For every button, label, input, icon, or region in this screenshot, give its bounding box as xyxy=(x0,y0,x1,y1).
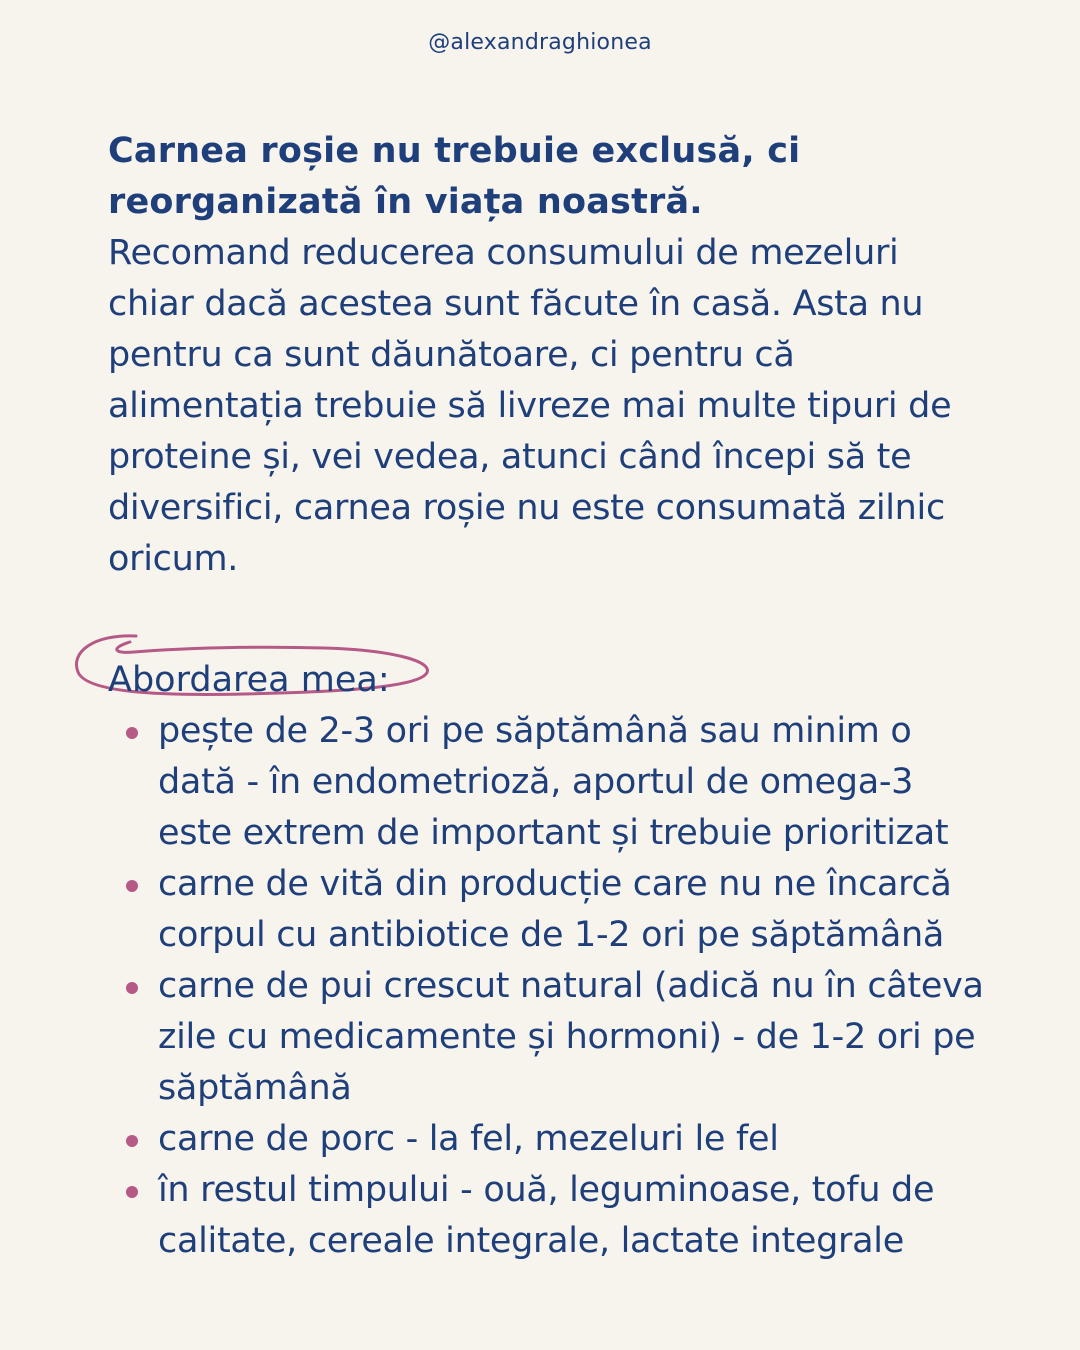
headline: Carnea roșie nu trebuie exclusă, ci reorganizată în viața noastră. xyxy=(108,131,801,222)
list-item-text: carne de vită din producție care nu ne încarcă corpul cu antibiotice de 1-2 ori pe săptămână xyxy=(158,864,952,955)
list-item xyxy=(108,859,988,961)
list-item-text: carne de pui crescut natural (adică nu în câteva zile cu medicamente și hormoni) - de 1-2 ori pe săptămână xyxy=(158,966,984,1108)
intro-paragraph: Recomand reducerea consumului de mezeluri chiar dacă acestea sunt făcute în casă. Asta nu pentru ca sunt dăunătoare, ci pentru că alimentația trebuie să livreze mai multe tipuri de proteine și, vei vedea, atunci când începi să te diversifici, carnea roșie nu este consumată zilnic oricum. xyxy=(108,233,952,579)
bullet-dot-icon xyxy=(126,1135,138,1147)
approach-label: Abordarea mea: xyxy=(108,660,390,700)
bullet-dot-icon xyxy=(126,1186,138,1198)
list-item xyxy=(108,961,988,1114)
list-item-text: carne de porc - la fel, mezeluri le fel xyxy=(158,1119,779,1159)
list-item-text: în restul timpului - ouă, leguminoase, tofu de calitate, cereale integrale, lactate integrale xyxy=(158,1170,935,1261)
bullet-dot-icon xyxy=(126,982,138,994)
approach-list xyxy=(108,706,988,1267)
approach-heading xyxy=(108,655,988,706)
list-item xyxy=(108,1114,988,1165)
bullet-dot-icon xyxy=(126,727,138,739)
list-item-text: pește de 2-3 ori pe săptămână sau minim o dată - în endometrioză, aportul de omega-3 este extrem de important și trebuie prioritizat xyxy=(158,711,949,853)
list-item xyxy=(108,1165,988,1267)
main-content xyxy=(108,126,988,1267)
list-item xyxy=(108,706,988,859)
author-handle: @alexandraghionea xyxy=(428,30,652,55)
bullet-dot-icon xyxy=(126,880,138,892)
